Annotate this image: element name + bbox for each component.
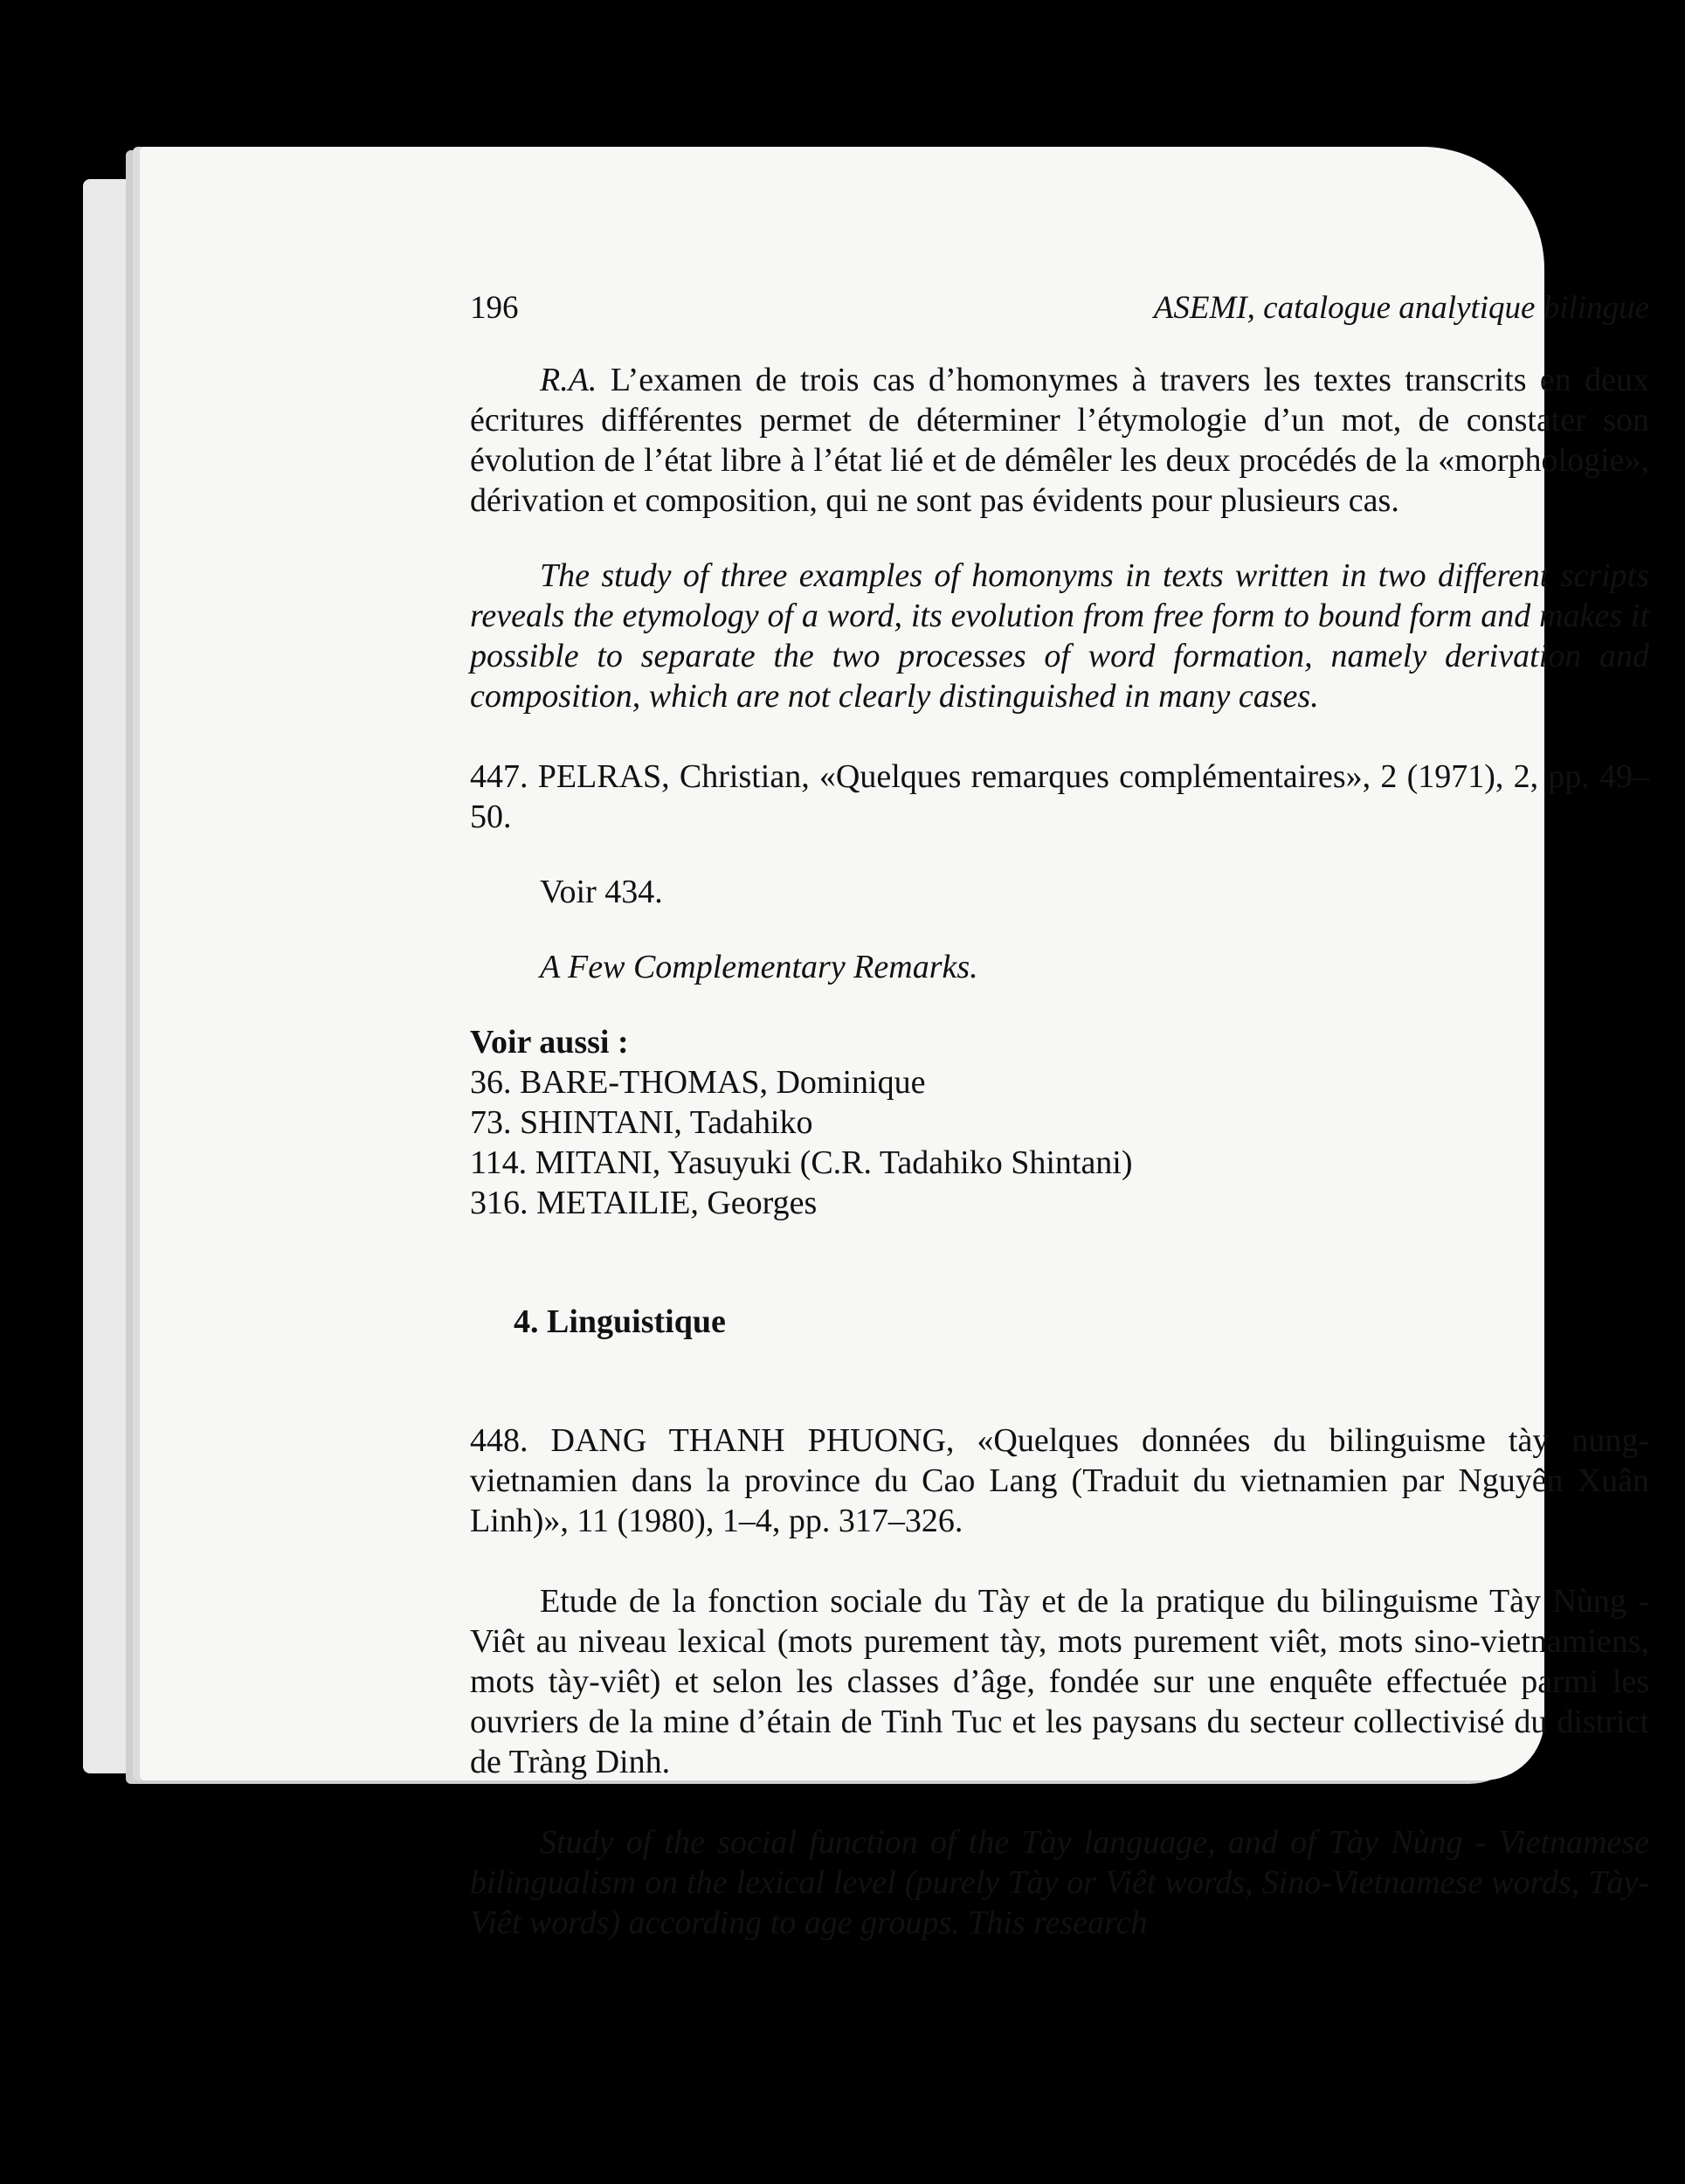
see-also-item: 316. METAILIE, Georges <box>470 1185 818 1221</box>
see-also-label: Voir aussi : <box>470 1024 629 1061</box>
summary-label: R.A. <box>540 362 597 398</box>
see-also-item: 73. SHINTANI, Tadahiko <box>470 1104 813 1141</box>
see-reference-447: Voir 434. <box>540 874 663 910</box>
page-number: 196 <box>470 290 519 326</box>
see-also-list <box>470 1062 1649 1223</box>
summary-en-448: Study of the social function of the Tày language, and of Tày Nùng - Vietnamese bilingualism on the lexical level (purely Tày or Viêt words, Sino-Vietnamese words, Tày-Viêt words) according to age groups. This research <box>470 1824 1649 1941</box>
see-also-item: 36. BARE-THOMAS, Dominique <box>470 1064 926 1101</box>
page-header <box>470 288 1649 328</box>
citation-447: 447. PELRAS, Christian, «Quelques remarques complémentaires», 2 (1971), 2, pp. 49–50. <box>470 758 1649 835</box>
summary-fr-prev <box>470 360 1649 521</box>
section-heading: 4. Linguistique <box>514 1303 726 1340</box>
title-en-447: A Few Complementary Remarks. <box>540 949 978 985</box>
see-also-item: 114. MITANI, Yasuyuki (C.R. Tadahiko Shintani) <box>470 1144 1133 1181</box>
citation-448: 448. DANG THANH PHUONG, «Quelques données du bilinguisme tày nung-vietnamien dans la province du Cao Lang (Traduit du vietnamien par Nguyên Xuân Linh)», 11 (1980), 1–4, pp. 317–326. <box>470 1422 1649 1539</box>
summary-fr-text: L’examen de trois cas d’homonymes à travers les textes transcrits en deux écritures différentes permet de déterminer l’étymologie d’un mot, de constater son évolution de l’état libre à l’état lié et de démêler les deux procédés de la «morphologie», dérivation et composition, qui ne sont pas évidents pour plusieurs cas. <box>470 362 1650 519</box>
text-block <box>470 288 1649 1943</box>
running-title: ASEMI, catalogue analytique bilingue <box>1153 290 1649 326</box>
summary-fr-448: Etude de la fonction sociale du Tày et de la pratique du bilinguisme Tày Nùng - Viêt au niveau lexical (mots purement tày, mots purement viêt, mots sino-vietnamiens, mots tày-viêt) et selon les classes d’âge, fondée sur une enquête effectuée parmi les ouvriers de la mine d’étain de Tinh Tuc et les paysans du secteur collectivisé du district de Tràng Dinh. <box>470 1583 1649 1780</box>
summary-en-prev: The study of three examples of homonyms in texts written in two different scripts reveals the etymology of a word, its evolution from free form to bound form and makes it possible to separate the two processes of word formation, namely derivation and composition, which are not clearly distinguished in many cases. <box>470 557 1649 715</box>
